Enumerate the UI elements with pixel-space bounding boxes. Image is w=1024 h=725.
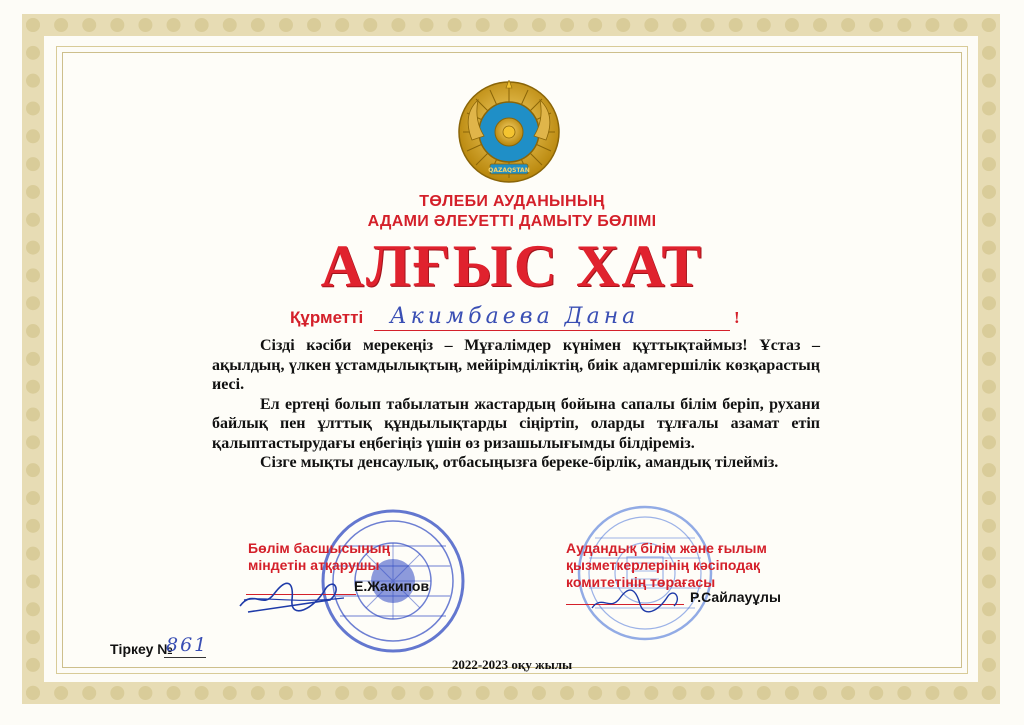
organization-line-2: АДАМИ ӘЛЕУЕТТІ ДАМЫТУ БӨЛІМІ <box>367 213 657 230</box>
organization-line-1: ТӨЛЕБИ АУДАНЫНЫҢ <box>419 193 605 210</box>
left-signature-icon <box>234 570 354 620</box>
left-signatory-line-1: Бөлім басшысының <box>248 540 391 556</box>
left-signatory-line-2: міндетін атқарушы <box>248 557 380 573</box>
certificate-title: АЛҒЫС ХАТ <box>320 233 704 299</box>
registration-number-handwritten: 861 <box>166 634 209 656</box>
left-signatory-title <box>248 540 390 574</box>
kazakhstan-state-emblem-icon <box>452 80 566 188</box>
greeting-prefix: Құрметті <box>290 308 364 327</box>
greeting-exclamation: ! <box>734 308 740 327</box>
academic-year: 2022-2023 оқу жылы <box>451 657 573 672</box>
recipient-underline <box>374 330 730 331</box>
body-paragraph-2: Ел ертеңі болып табылатын жастардың бойына сапалы білім беріп, рухани байлық пен ұлттық құндылықтарды сіңіртіп, оларды тұлғалы азамат етіп қалыптастырудағы еңбегіңіз үшін өз ризашылығымды білдіреміз. <box>212 395 820 452</box>
left-signatory-name: Е.Жакипов <box>354 578 430 594</box>
right-signature-icon <box>588 584 688 618</box>
right-signatory-line-3: комитетінің төрағасы <box>566 574 716 590</box>
right-signatory-line-2: қызметкерлерінің кәсіподақ <box>566 557 760 573</box>
right-signatory-name: Р.Сайлауұлы <box>690 589 781 605</box>
body-paragraph-3: Сізге мықты денсаулық, отбасыңызға береке-бірлік, амандық тілейміз. <box>260 454 779 471</box>
registration-label: Тіркеу № <box>110 641 173 657</box>
recipient-name-handwritten: Акимбаева Дана <box>390 304 640 329</box>
greeting-row <box>290 306 750 334</box>
letter-body <box>212 336 820 473</box>
body-paragraph-1: Сізді кәсіби мерекеңіз – Мұғалімдер күнімен құттықтаймыз! Ұстаз – ақылдың, үлкен ұстамдылықтың, мейірімділіктің, биік адамгершілік көзқарастың иесі. <box>212 337 820 393</box>
emblem-label: QAZAQSTAN <box>488 167 530 174</box>
right-signatory-line-1: Аудандық білім және ғылым <box>566 540 767 556</box>
